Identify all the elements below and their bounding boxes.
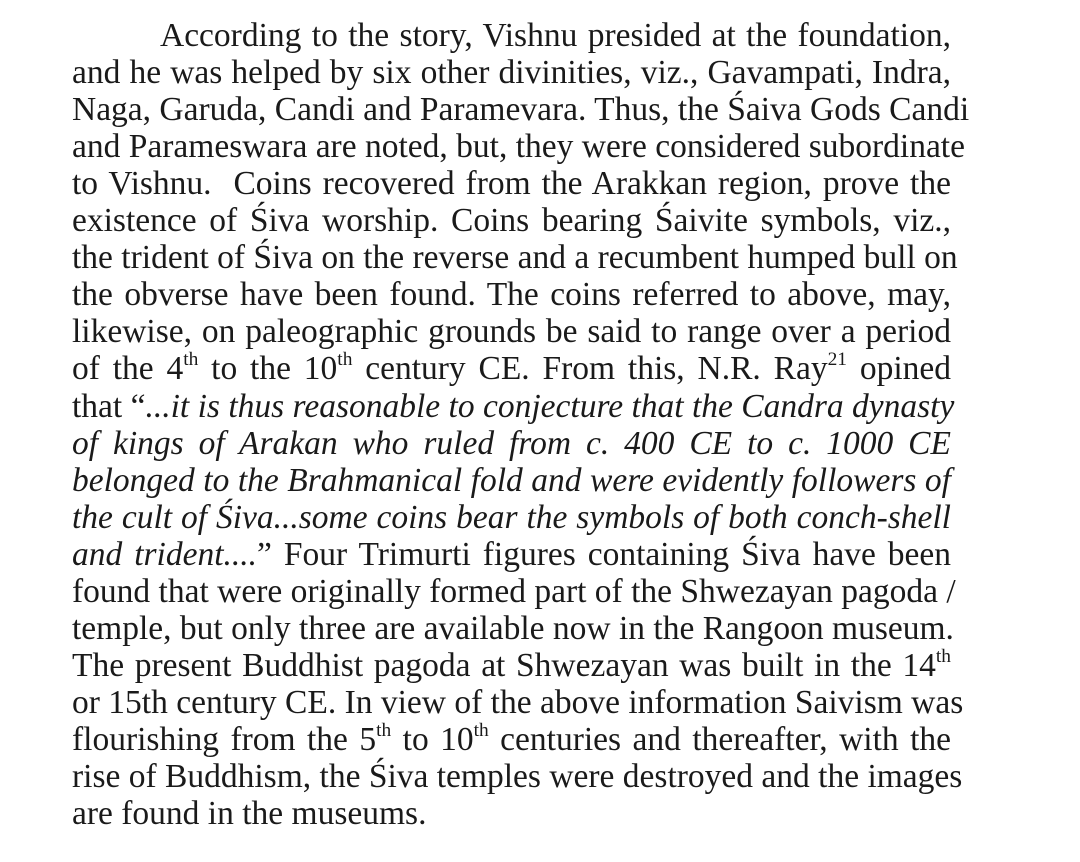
text-line: According to the story, Vishnu presided at the foundation, <box>160 17 951 54</box>
ordinal-superscript: th <box>183 349 199 371</box>
text-line: temple, but only three are available now in the Rangoon museum. <box>72 610 954 647</box>
ordinal-superscript: th <box>337 349 353 371</box>
ordinal-superscript: th <box>935 646 951 668</box>
text-line: or 15th century CE. In view of the above information Saivism was <box>72 684 964 721</box>
quotation-line: of kings of Arakan who ruled from c. 400 CE to c. 1000 CE <box>72 425 951 462</box>
text-line: are found in the museums. <box>72 795 427 832</box>
ordinal-superscript: th <box>376 720 392 742</box>
quotation-text: and trident.... <box>72 536 258 573</box>
footnote-reference: 21 <box>827 349 847 371</box>
text-line: likewise, on paleographic grounds be said to range over a period <box>72 313 951 350</box>
text-line: the obverse have been found. The coins referred to above, may, <box>72 276 951 313</box>
text-line: of the 4th to the 10th century CE. From this, N.R. Ray$^{21}$ opined <box>72 349 951 387</box>
ordinal-superscript: th <box>473 720 489 742</box>
quotation-line: the cult of Śiva...some coins bear the symbols of both conch-shell <box>72 499 951 536</box>
text-line: Naga, Garuda, Candi and Paramevara. Thus, the Śaiva Gods Candi <box>72 91 970 128</box>
text-line: and Parameswara are noted, but, they were considered subordinate <box>72 128 965 165</box>
text-line: the trident of Śiva on the reverse and a recumbent humped bull on <box>72 239 958 276</box>
quotation-line: belonged to the Brahmanical fold and were evidently followers of <box>72 462 951 499</box>
text-line: and he was helped by six other divinities, viz., Gavampati, Indra, <box>72 54 951 91</box>
text-line: that “...it is thus reasonable to conjecture that the Candra dynasty <box>72 388 955 425</box>
text-line: rise of Buddhism, the Śiva temples were destroyed and the images <box>72 758 963 795</box>
quotation-text: ...it is thus reasonable to conjecture that the Candra dynasty <box>145 388 955 425</box>
text-line: to Vishnu. Coins recovered from the Arakkan region, prove the <box>72 165 951 202</box>
text-line: found that were originally formed part of the Shwezayan pagoda / <box>72 573 956 610</box>
text-line: existence of Śiva worship. Coins bearing Śaivite symbols, viz., <box>72 202 951 239</box>
text-line: flourishing from the 5th to 10th centuries and thereafter, with the <box>72 720 951 758</box>
text-line: and trident....” Four Trimurti figures containing Śiva have been <box>72 536 951 573</box>
text-line: The present Buddhist pagoda at Shwezayan was built in the 14th <box>72 646 951 684</box>
